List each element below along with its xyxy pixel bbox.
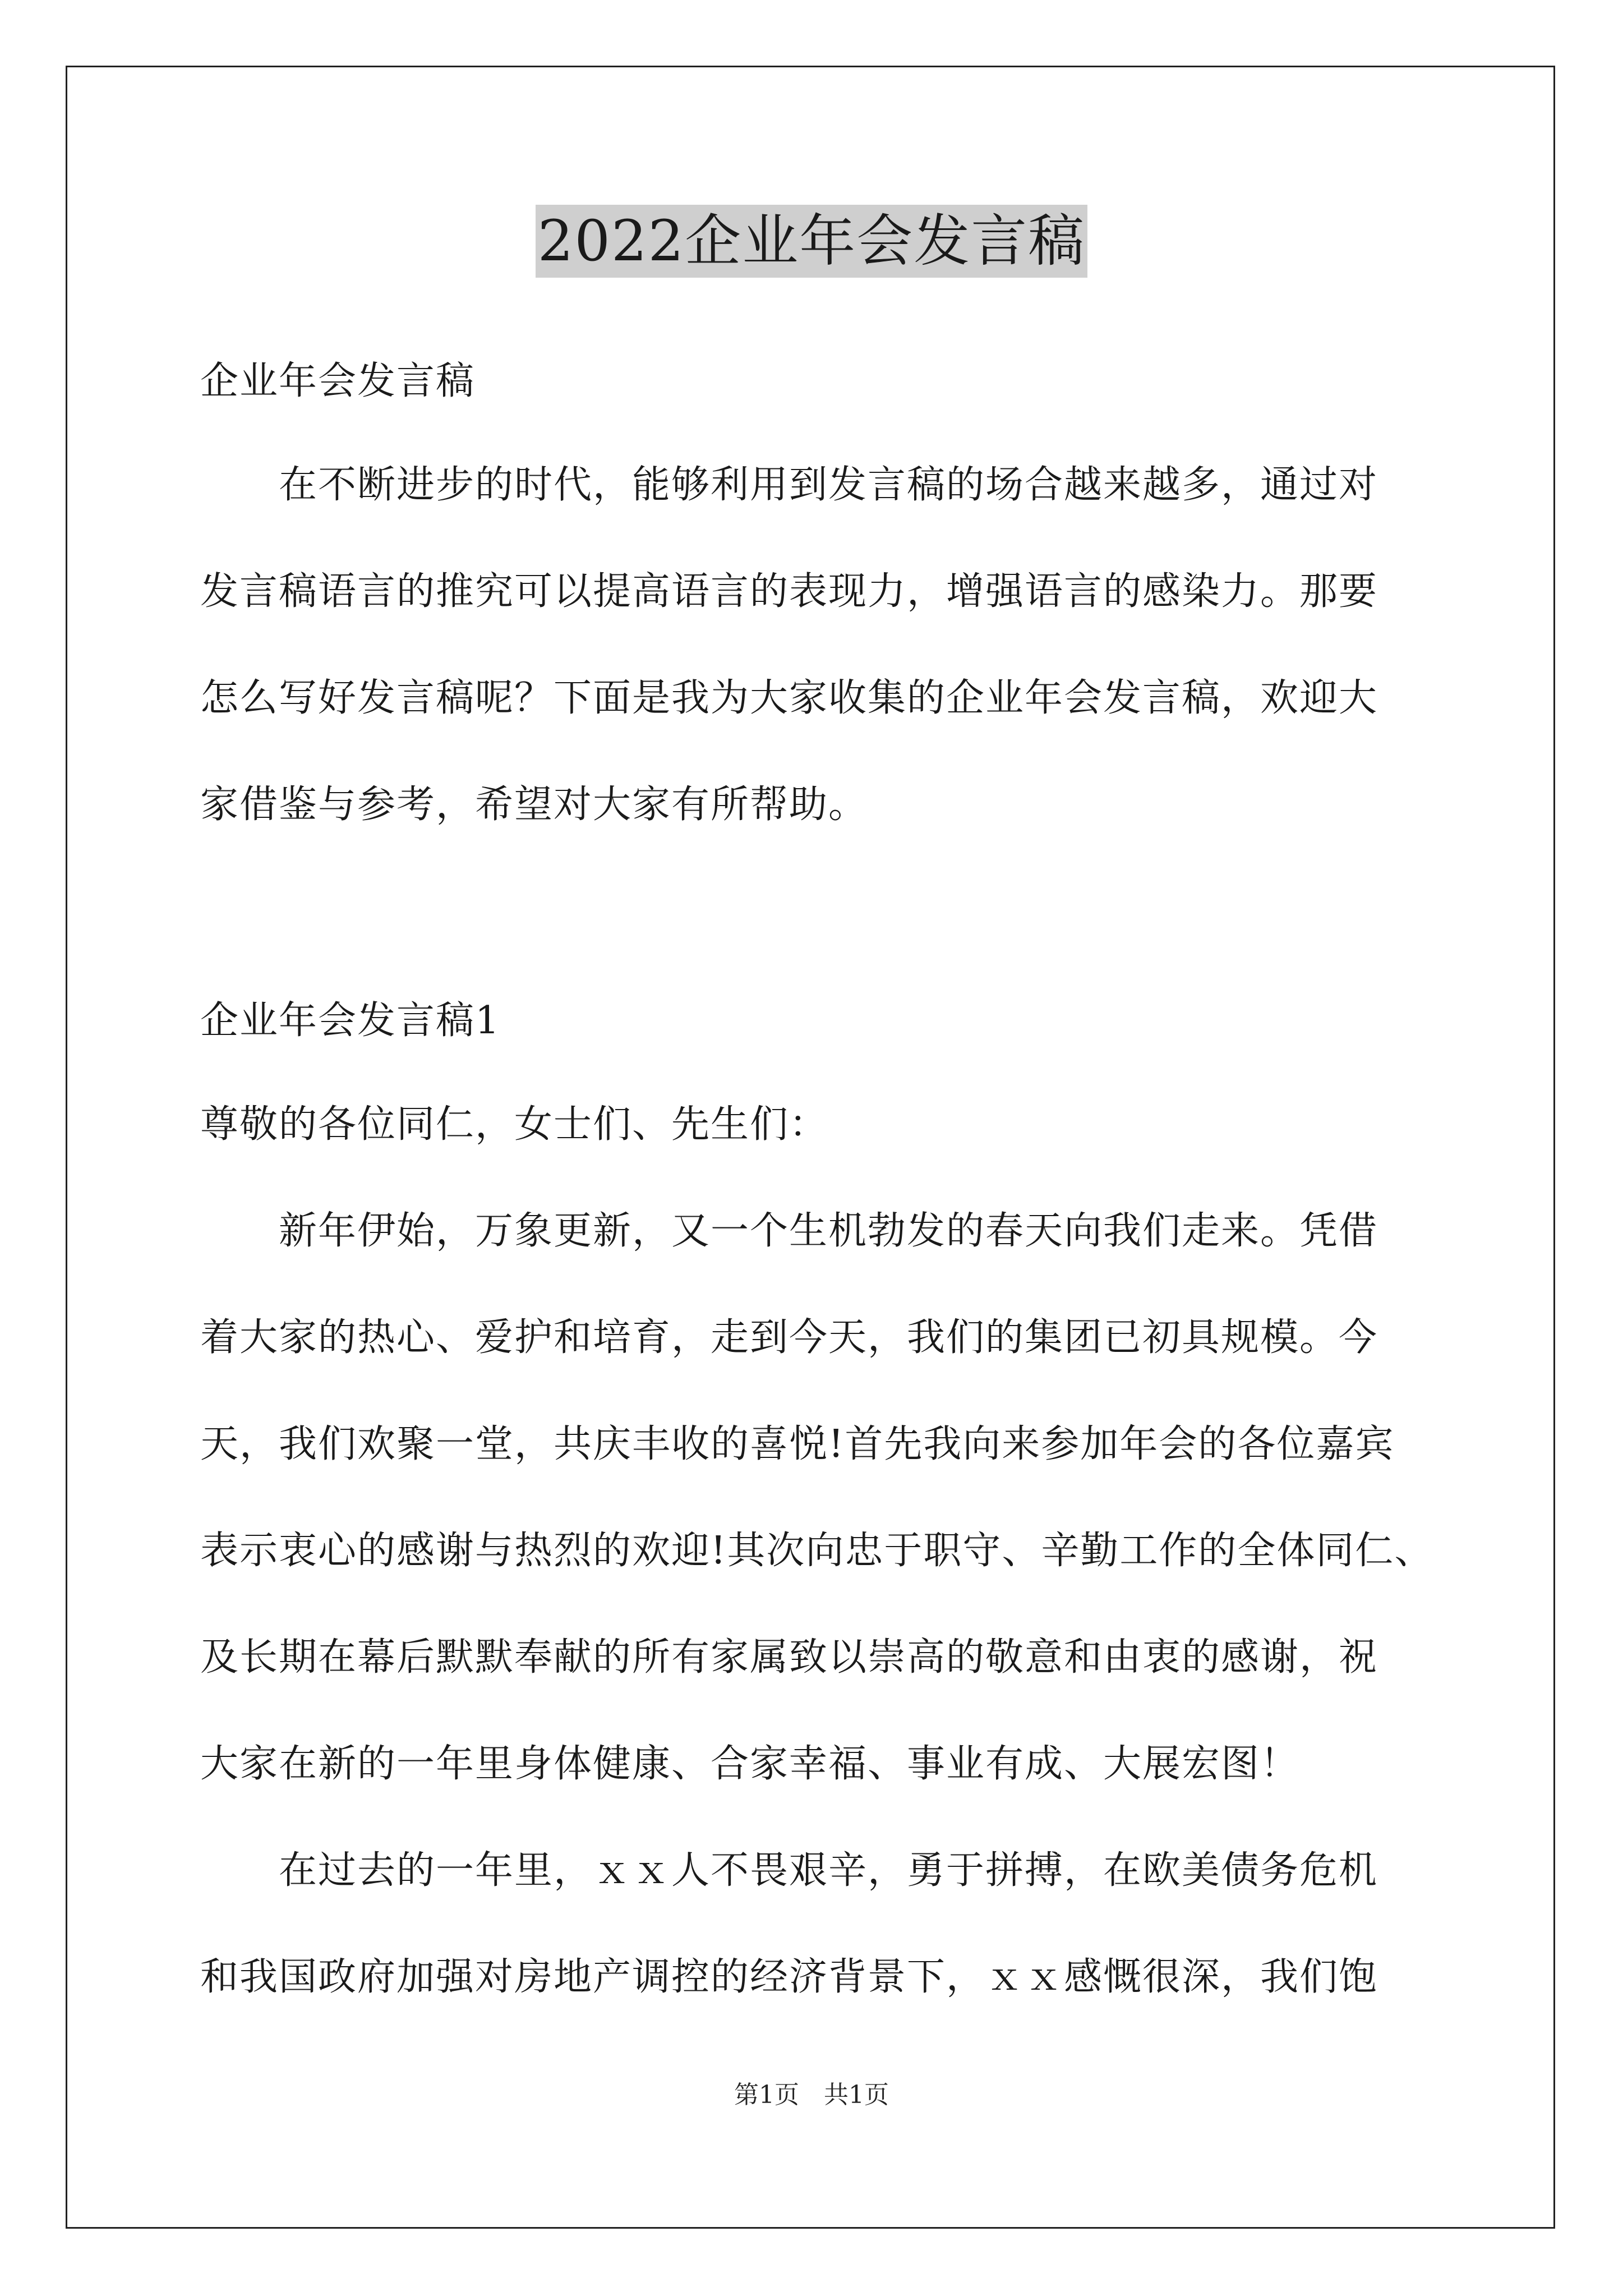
paragraph-line: 着大家的热心、爱护和培育，走到今天，我们的集团已初具规模。今: [200, 1315, 1378, 1360]
document-title: 2022企业年会发言稿: [536, 205, 1088, 278]
paragraph-line: 表示衷心的感谢与热烈的欢迎!其次向忠于职守、辛勤工作的全体同仁、: [200, 1529, 1434, 1573]
page-footer: 第1页 共1页: [734, 2081, 889, 2109]
subtitle-line: 企业年会发言稿: [200, 359, 476, 403]
paragraph-line: 怎么写好发言稿呢？下面是我为大家收集的企业年会发言稿，欢迎大: [200, 676, 1378, 720]
section-heading: 企业年会发言稿1: [200, 999, 501, 1043]
salutation-line: 尊敬的各位同仁，女士们、先生们：: [200, 1102, 829, 1147]
paragraph-line: 大家在新的一年里身体健康、合家幸福、事业有成、大展宏图！: [200, 1742, 1300, 1786]
paragraph-line: 和我国政府加强对房地产调控的经济背景下，ｘｘ感慨很深，我们饱: [200, 1955, 1378, 1999]
paragraph-line: 新年伊始，万象更新，又一个生机勃发的春天向我们走来。凭借: [200, 1209, 1378, 1253]
title-container: [0, 205, 1623, 278]
paragraph-line: 家借鉴与参考，希望对大家有所帮助。: [200, 783, 868, 827]
paragraph-line: 及长期在幕后默默奉献的所有家属致以崇高的敬意和由衷的感谢，祝: [200, 1635, 1378, 1680]
paragraph-line: 在不断进步的时代，能够利用到发言稿的场合越来越多，通过对: [200, 463, 1378, 507]
paragraph-line: 天，我们欢聚一堂，共庆丰收的喜悦!首先我向来参加年会的各位嘉宾: [200, 1422, 1395, 1466]
paragraph-line: 发言稿语言的推究可以提高语言的表现力，增强语言的感染力。那要: [200, 569, 1378, 614]
paragraph-line: 在过去的一年里，ｘｘ人不畏艰辛，勇于拼搏，在欧美债务危机: [200, 1848, 1378, 1893]
